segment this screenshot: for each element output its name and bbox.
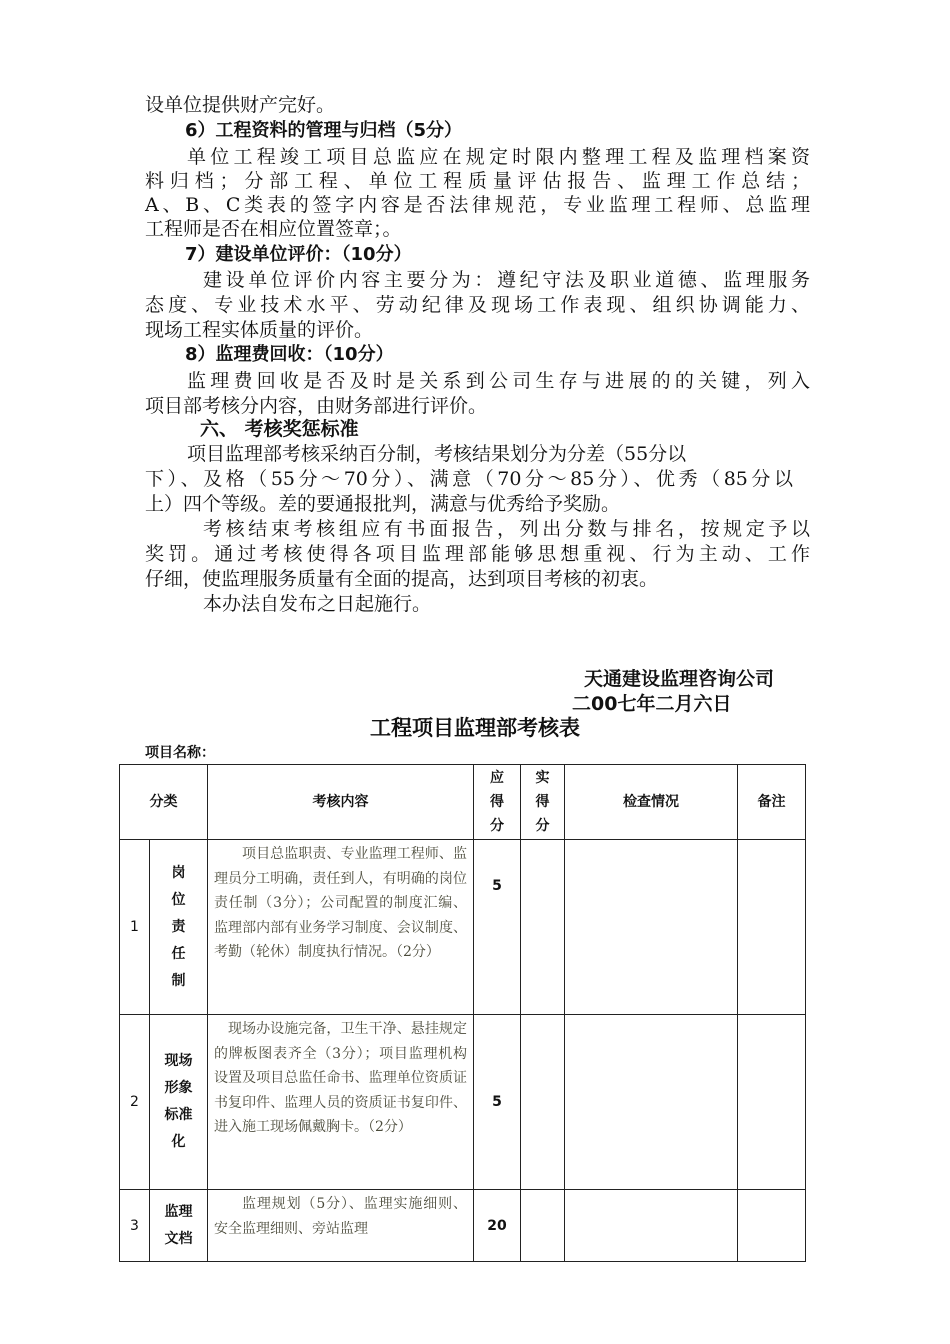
section-heading: 7）建设单位评价：（10分） [185,244,412,265]
row-category: 监理文档 [150,1190,208,1262]
header-actual-score: 实得分 [521,765,565,840]
body-line: 单位工程竣工项目总监应在规定时限内整理工程及监理档案资 [187,146,810,168]
table-row [120,840,806,1015]
row-actual-score[interactable] [521,1015,565,1190]
body-line: 下）、及格（55分～70分）、满意（70分～85分）、优秀（85分以 [145,468,793,490]
row-content: 现场办设施完备，卫生干净、悬挂规定的牌板图表齐全（3分）；项目监理机构设置及项目总监任命书、监理单位资质证书复印件、监理人员的资质证书复印件、进入施工现场佩戴胸卡。（2分） [208,1015,474,1190]
header-content: 考核内容 [208,765,474,840]
row-inspection[interactable] [565,1015,738,1190]
section-heading: 6）工程资料的管理与归档（5分） [185,120,463,141]
row-due-score: 5 [474,840,521,1015]
body-line: 态度、专业技术水平、劳动纪律及现场工作表现、组织协调能力、 [145,294,810,316]
row-category: 岗位责任制 [150,840,208,1015]
body-line: 设单位提供财产完好。 [145,94,336,116]
body-line: 料归档；分部工程、单位工程质量评估报告、监理工作总结； [145,170,810,192]
body-line: 上）四个等级。差的要通报批判，满意与优秀给予奖励。 [145,493,621,515]
row-inspection[interactable] [565,1190,738,1262]
row-category: 现场形象标准化 [150,1015,208,1190]
body-line: 项目监理部考核采纳百分制，考核结果划分为分差（55分以 [187,443,687,465]
table-row [120,1190,806,1262]
row-inspection[interactable] [565,840,738,1015]
header-category: 分类 [120,765,208,840]
row-number: 2 [120,1015,150,1190]
row-number: 1 [120,840,150,1015]
body-line: 项目部考核分内容，由财务部进行评价。 [145,395,488,417]
table-header-row [120,765,806,840]
row-due-score: 5 [474,1015,521,1190]
body-line: A、B、C类表的签字内容是否法律规范，专业监理工程师、总监理 [145,194,810,216]
row-remarks[interactable] [738,1190,806,1262]
table-title: 工程项目监理部考核表 [370,716,580,740]
row-content: 项目总监职责、专业监理工程师、监理员分工明确，责任到人，有明确的岗位责任制（3分）；公司配置的制度汇编、监理部内部有业务学习制度、会议制度、考勤（轮休）制度执行情况。（2分） [208,840,474,1015]
body-line: 本办法自发布之日起施行。 [203,593,432,615]
header-inspection: 检查情况 [565,765,738,840]
row-remarks[interactable] [738,1015,806,1190]
section-heading: 8）监理费回收：（10分） [185,344,394,365]
body-line: 监理费回收是否及时是关系到公司生存与进展的的关键，列入 [187,370,810,392]
row-due-score: 20 [474,1190,521,1262]
assessment-table [119,764,806,1262]
header-due-score: 应得分 [474,765,521,840]
body-line: 奖罚。通过考核使得各项目监理部能够思想重视、行为主动、工作 [145,543,810,565]
header-remarks: 备注 [738,765,806,840]
row-number: 3 [120,1190,150,1262]
section-title: 六、 考核奖惩标准 [200,418,359,440]
body-line: 建设单位评价内容主要分为：遵纪守法及职业道德、监理服务 [203,269,810,291]
row-actual-score[interactable] [521,1190,565,1262]
project-name-label: 项目名称： [145,745,215,761]
body-line: 仔细，使监理服务质量有全面的提高，达到项目考核的初衷。 [145,568,659,590]
body-line: 考核结束考核组应有书面报告，列出分数与排名，按规定予以 [203,518,810,540]
row-remarks[interactable] [738,840,806,1015]
company-name: 天通建设监理咨询公司 [584,668,775,690]
signature-date: 二00七年二月六日 [572,693,732,715]
body-line: 现场工程实体质量的评价。 [145,319,374,341]
table-row [120,1015,806,1190]
row-content: 监理规划（5分）、监理实施细则、安全监理细则、旁站监理 [208,1190,474,1262]
row-actual-score[interactable] [521,840,565,1015]
body-line: 工程师是否在相应位置签章；。 [145,218,402,240]
